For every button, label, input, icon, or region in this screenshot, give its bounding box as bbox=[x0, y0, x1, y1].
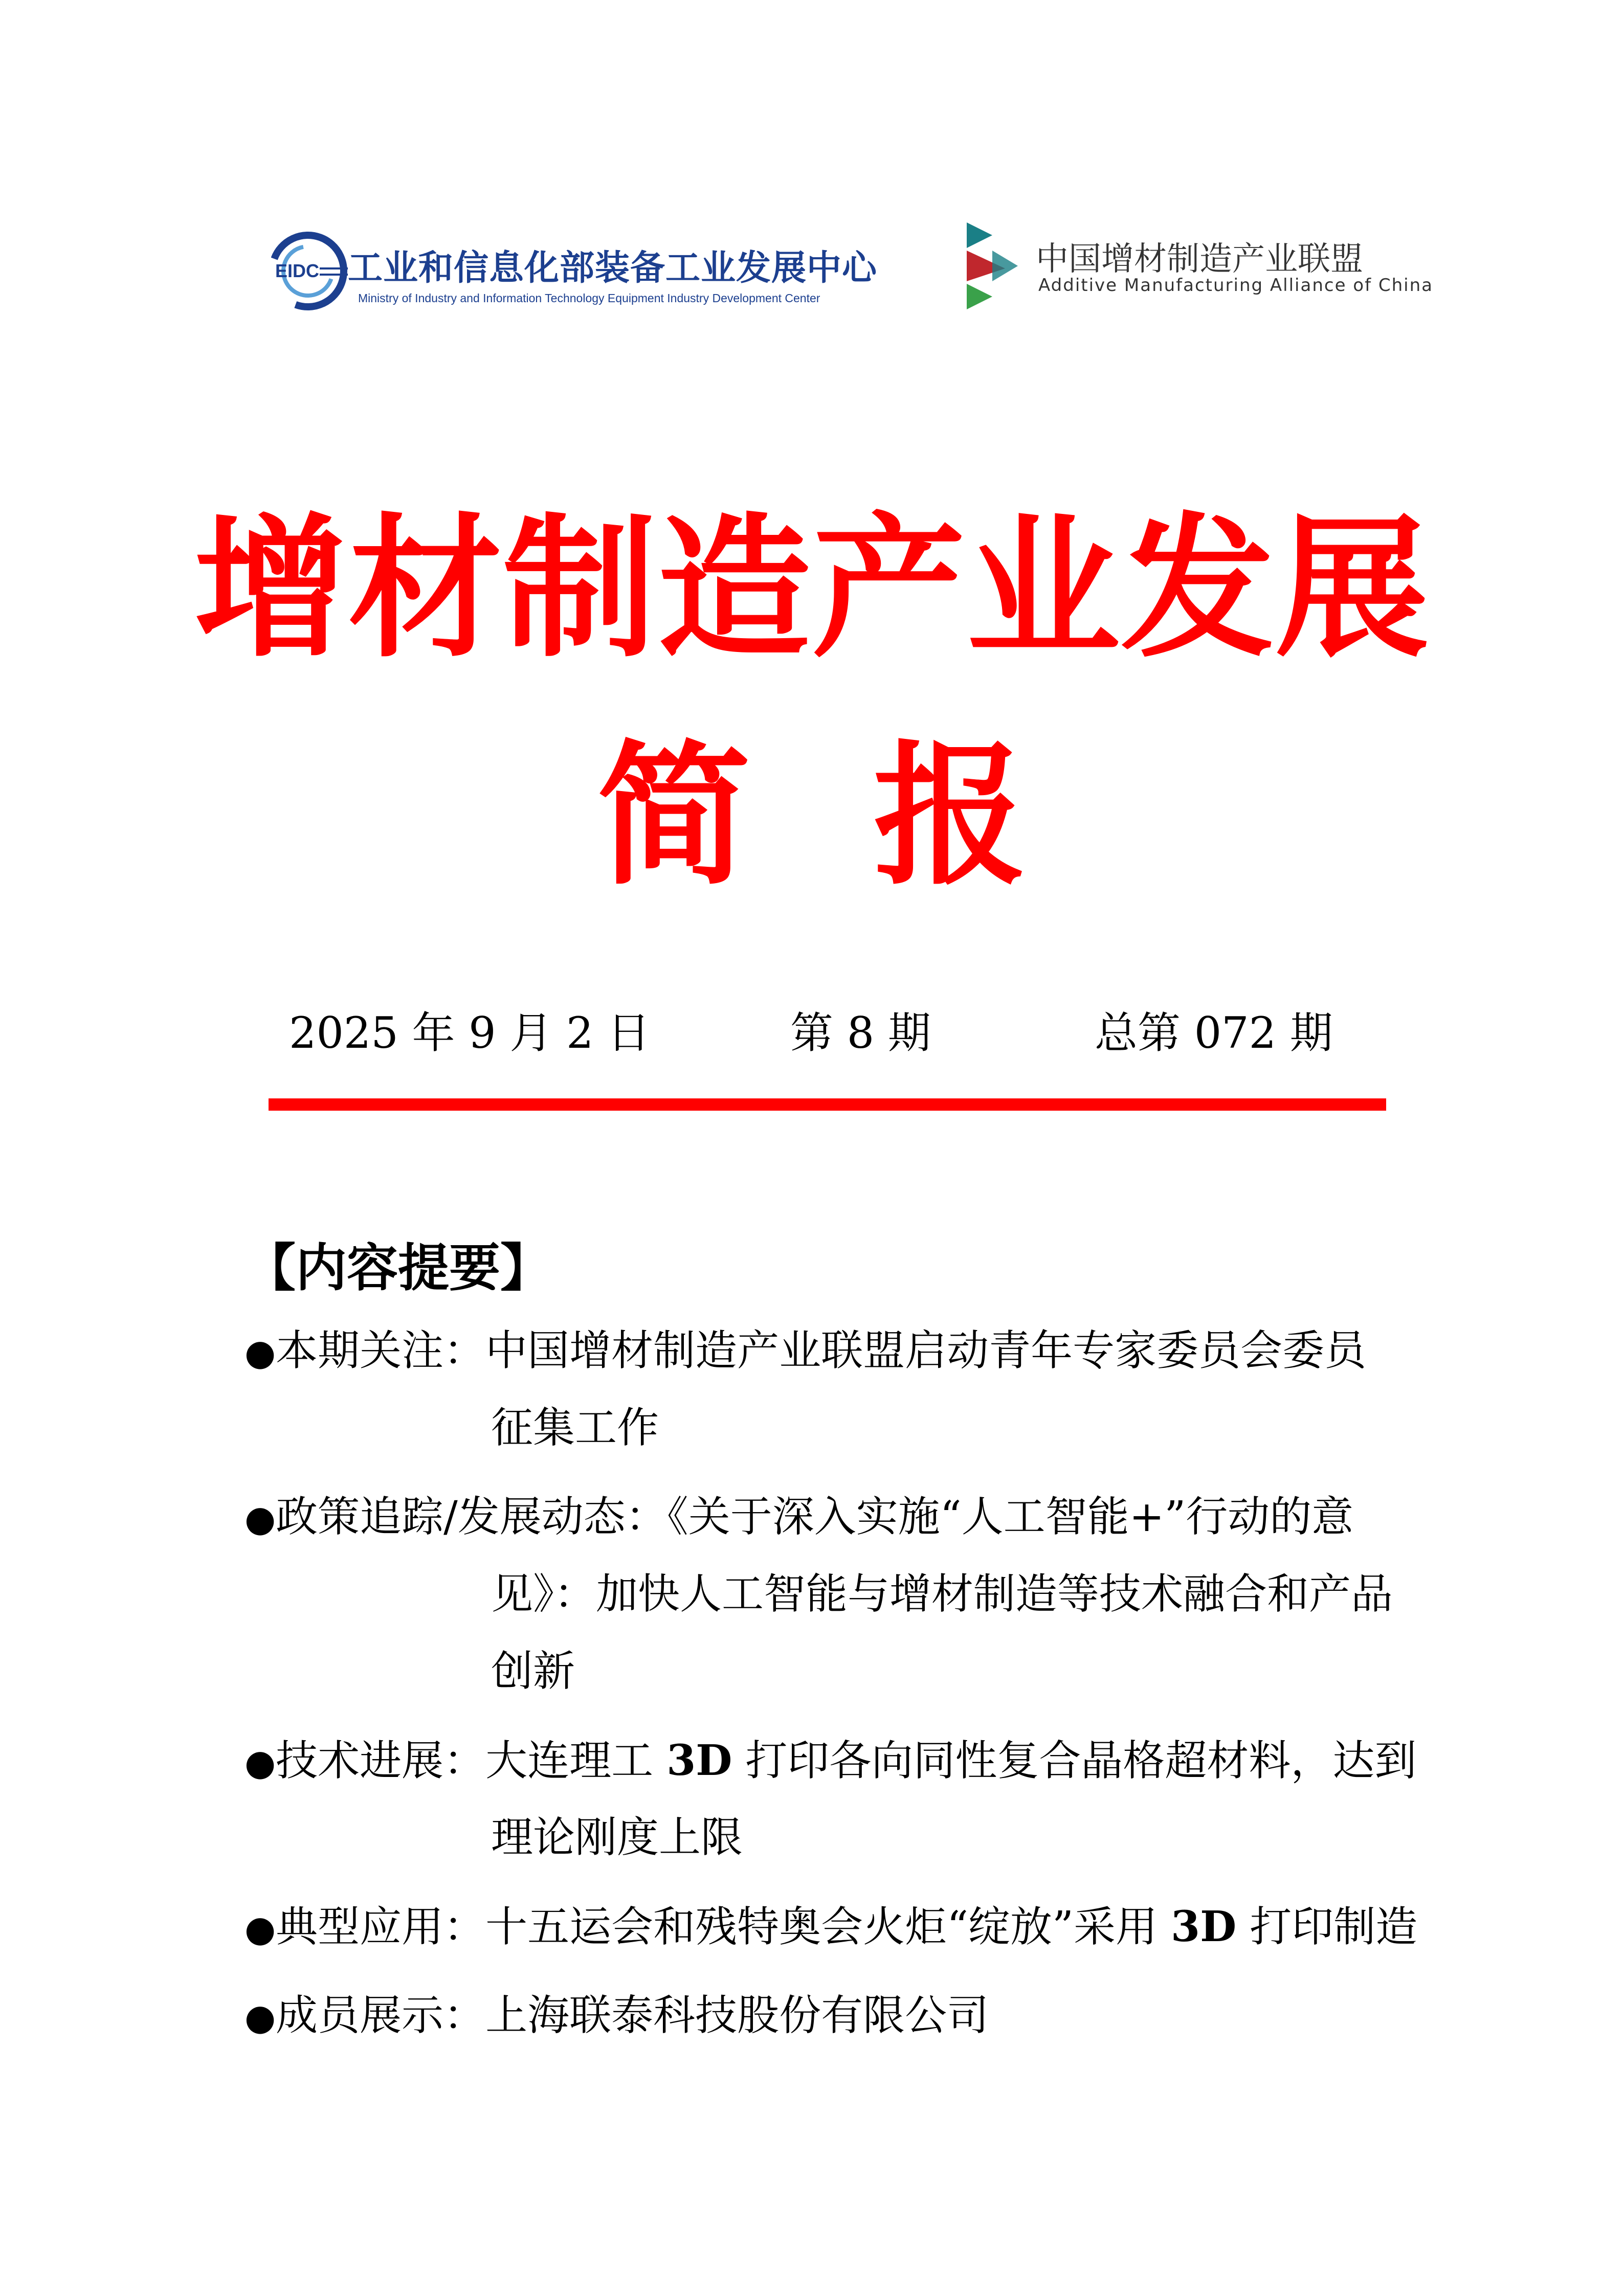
summary-item-label: 典型应用： bbox=[276, 1903, 486, 1951]
summary-item-text: 中国增材制造产业联盟启动青年专家委员会委员 bbox=[485, 1326, 1367, 1375]
summary-item-application bbox=[244, 1901, 1417, 1954]
summary-item-text: 十五运会和残特奥会火炬“绽放”采用 bbox=[485, 1903, 1171, 1951]
summary-item-text: 上海联泰科技股份有限公司 bbox=[485, 1991, 989, 2040]
eidc-logo bbox=[271, 220, 878, 322]
report-title-line1: 增材制造产业发展 bbox=[194, 498, 1430, 678]
issue-date: 2025 年 9 月 2 日 bbox=[289, 1008, 651, 1058]
summary-item-policy bbox=[244, 1492, 1353, 1544]
bullet-icon: ● bbox=[244, 1332, 276, 1374]
summary-item-label: 技术进展： bbox=[276, 1737, 486, 1785]
summary-item-label: 成员展示： bbox=[276, 1991, 486, 2040]
summary-item-text: 创新 bbox=[491, 1647, 575, 1696]
report-title-char-jian: 简 bbox=[597, 725, 751, 906]
am-alliance-name-en: Additive Manufacturing Alliance of China bbox=[1038, 275, 1434, 296]
issue-total-number: 总第 072 期 bbox=[1095, 1008, 1333, 1058]
summary-item-label: 政策追踪/发展动态： bbox=[276, 1493, 668, 1541]
am-alliance-emblem-icon bbox=[956, 220, 1028, 312]
summary-item-label: 本期关注： bbox=[276, 1326, 486, 1375]
summary-item-text: 打印制造 bbox=[1236, 1903, 1418, 1951]
summary-item-text: 大连理工 bbox=[485, 1737, 667, 1785]
eidc-name-cn: 工业和信息化部装备工业发展中心 bbox=[348, 248, 878, 288]
summary-item-tech bbox=[244, 1735, 1416, 1788]
summary-item-text: 征集工作 bbox=[491, 1404, 659, 1452]
eidc-badge-text: EIDC bbox=[275, 260, 320, 281]
report-title-char-bao: 报 bbox=[873, 725, 1027, 906]
summary-item-text: 《关于深入实施“人工智能+”行动的意 bbox=[667, 1493, 1354, 1541]
bullet-icon: ● bbox=[244, 1908, 276, 1950]
summary-item-text: 理论刚度上限 bbox=[491, 1813, 743, 1862]
am-alliance-name-cn: 中国增材制造产业联盟 bbox=[1036, 240, 1363, 278]
red-divider bbox=[269, 1098, 1386, 1111]
summary-item-member bbox=[244, 1990, 989, 2043]
am-alliance-logo bbox=[956, 220, 1434, 322]
eidc-emblem-icon bbox=[271, 220, 348, 322]
summary-item-focus bbox=[244, 1325, 1366, 1378]
summary-item-text: 打印各向同性复合晶格超材料，达到 bbox=[732, 1737, 1417, 1785]
bullet-icon: ● bbox=[244, 1742, 276, 1784]
summary-item-text: 见》：加快人工智能与增材制造等技术融合和产品 bbox=[491, 1570, 1393, 1618]
summary-heading: 【内容提要】 bbox=[244, 1238, 551, 1298]
report-title-line2 bbox=[0, 725, 1624, 906]
eidc-name-en: Ministry of Industry and Information Technology Equipment Industry Development Center bbox=[358, 291, 820, 305]
bullet-icon: ● bbox=[244, 1498, 276, 1540]
summary-item-text-3d: 3D bbox=[1171, 1902, 1237, 1951]
bullet-icon: ● bbox=[244, 1996, 276, 2038]
issue-number: 第 8 期 bbox=[790, 1008, 931, 1058]
summary-item-text-3d: 3D bbox=[666, 1736, 732, 1785]
